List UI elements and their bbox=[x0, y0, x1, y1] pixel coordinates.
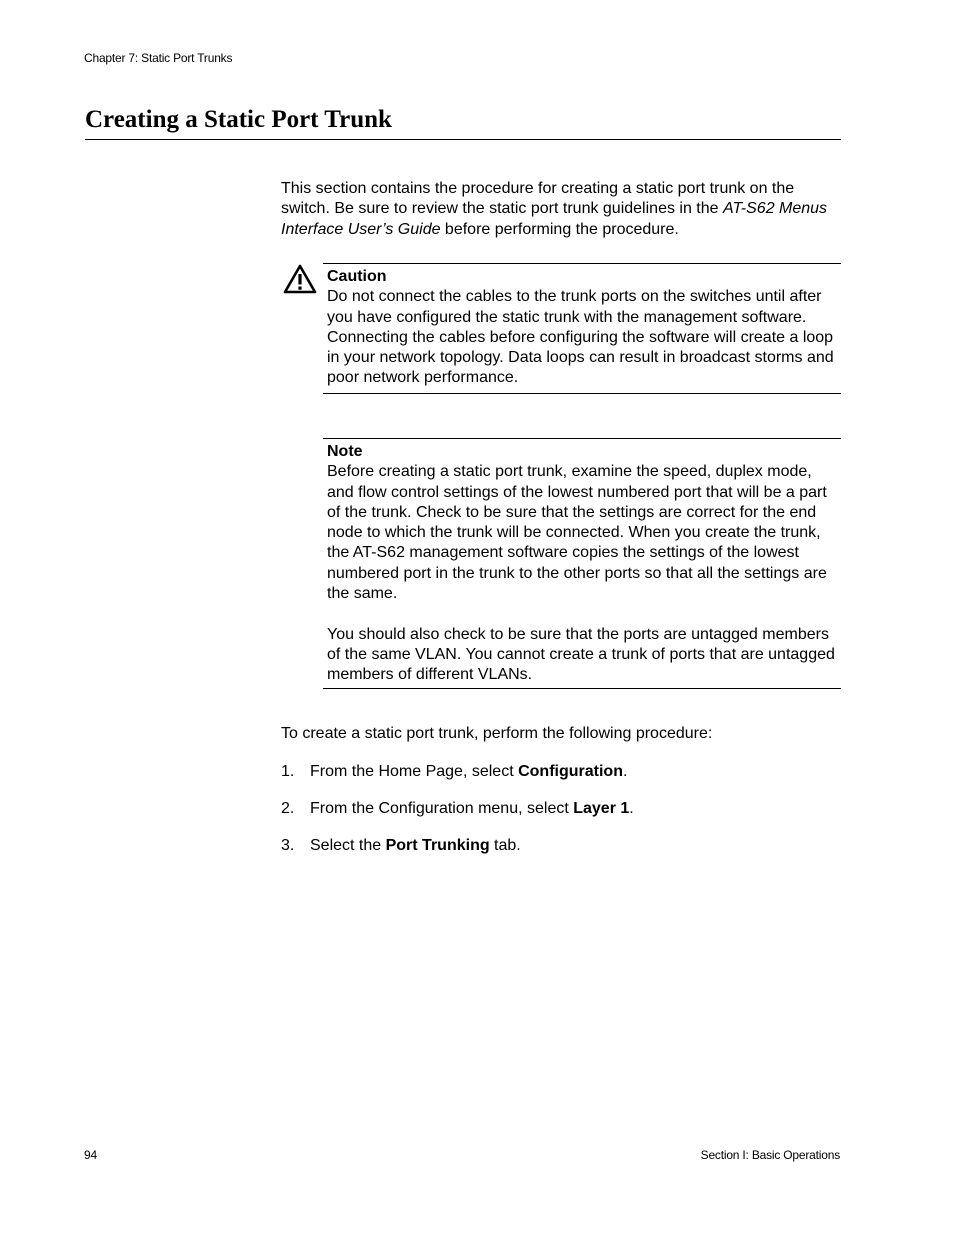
note-label: Note bbox=[327, 443, 363, 460]
step-text: Select the bbox=[310, 837, 386, 854]
step-number: 3. bbox=[281, 837, 295, 854]
intro-text-after: before performing the procedure. bbox=[440, 220, 679, 238]
procedure-step bbox=[281, 836, 841, 873]
running-head: Chapter 7: Static Port Trunks bbox=[84, 51, 233, 65]
step-number: 2. bbox=[281, 800, 295, 817]
step-text-end: . bbox=[622, 763, 628, 780]
step-number: 1. bbox=[281, 763, 295, 780]
step-text-end: tab. bbox=[489, 837, 521, 854]
caution-label: Caution bbox=[327, 268, 387, 285]
footer-section: Section I: Basic Operations bbox=[700, 1148, 840, 1162]
intro-text-before: This section contains the procedure for creating a static port trunk on the switch. Be sure to review the static port trunk guidelines in the bbox=[281, 180, 795, 218]
step-text: From the Configuration menu, select bbox=[310, 800, 574, 817]
procedure-step bbox=[281, 799, 841, 836]
procedure-lead: To create a static port trunk, perform the following procedure: bbox=[281, 725, 713, 742]
step-text-end: . bbox=[629, 800, 634, 817]
note-paragraph: You should also check to be sure that the ports are untagged members of the same VLAN. You cannot create a trunk of ports that are untagged members of different VLANs. bbox=[327, 625, 835, 684]
note-box bbox=[323, 438, 841, 689]
step-ui-term: Configuration bbox=[518, 763, 623, 780]
caution-box bbox=[323, 263, 841, 394]
page-number: 94 bbox=[84, 1148, 97, 1162]
warning-triangle-icon bbox=[283, 264, 317, 294]
note-paragraph: Before creating a static port trunk, examine the speed, duplex mode, and flow control settings of the lowest numbered port that will be a part of the trunk. Check to be sure that the settings are correct for the end node to which the trunk will be connected. When you create the trunk, the AT-S62 management software copies the settings of the lowest numbered port in the trunk to the other ports so that all the settings are the same. bbox=[327, 463, 827, 603]
guide-title-link: AT-S62 Menus Interface User’s Guide bbox=[281, 200, 828, 238]
caution-text: Do not connect the cables to the trunk ports on the switches until after you have configured the static trunk with the management software. Connecting the cables before configuring the software will create a loop in your network topology. Data loops can result in broadcast storms and poor network performance. bbox=[327, 288, 834, 387]
step-text: From the Home Page, select bbox=[310, 763, 519, 780]
intro-paragraph bbox=[281, 179, 841, 240]
step-ui-term: Layer 1 bbox=[573, 800, 630, 817]
procedure-steps bbox=[281, 762, 841, 873]
page-title: Creating a Static Port Trunk bbox=[85, 106, 841, 140]
procedure-step bbox=[281, 762, 841, 799]
step-ui-term: Port Trunking bbox=[385, 837, 490, 854]
